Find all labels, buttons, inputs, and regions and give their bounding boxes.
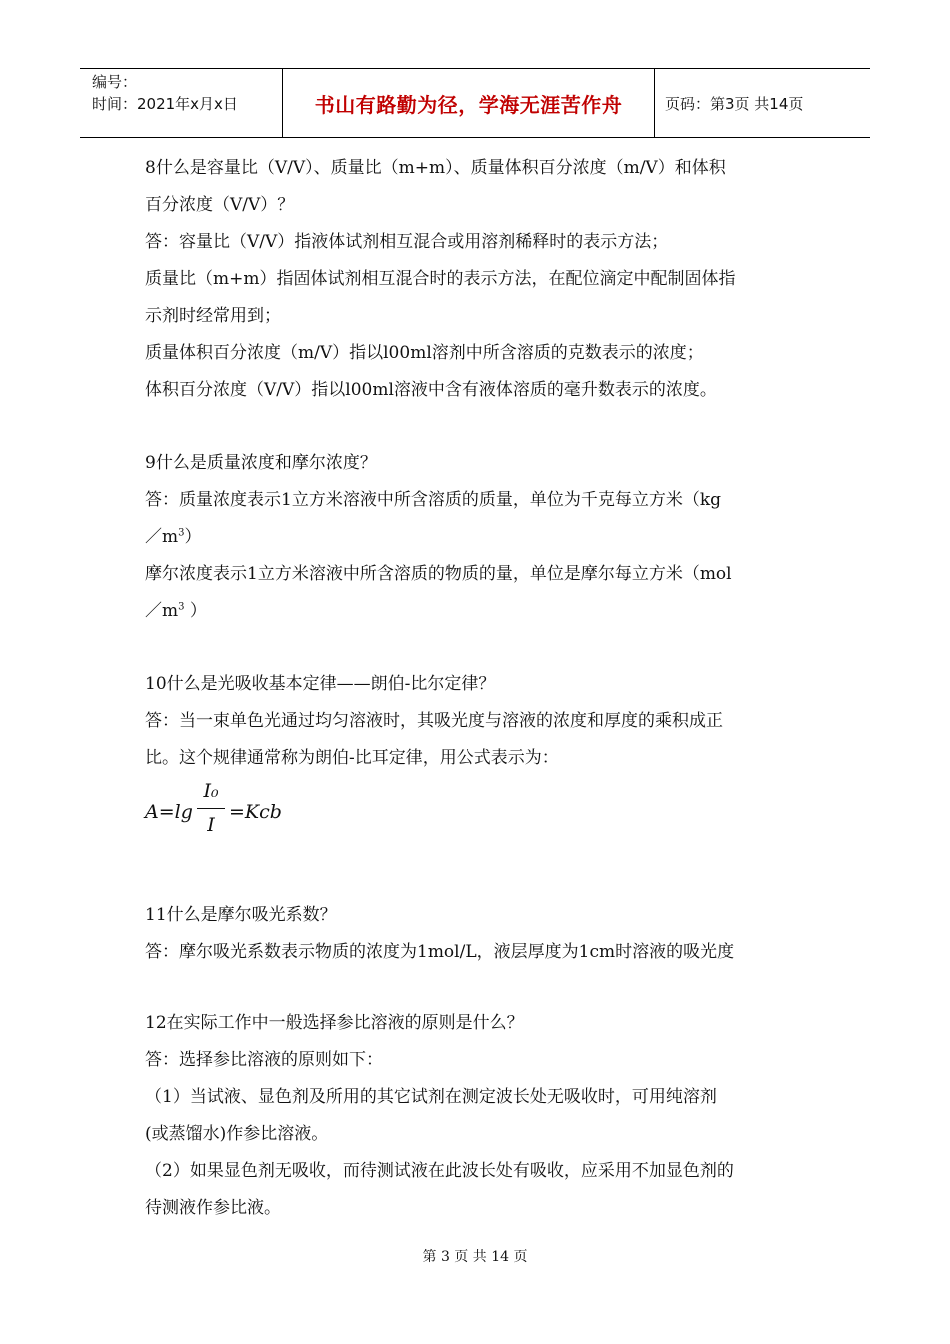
q9-question: 9什么是质量浓度和摩尔浓度？	[145, 453, 377, 473]
q12-answer-line-2: （1）当试液、显色剂及所用的其它试剂在测定波长处无吸收时，可用纯溶剂	[145, 1087, 717, 1107]
document-body	[145, 150, 810, 1227]
formula-left: A=lg	[145, 801, 193, 823]
q12-answer-line-1: 答：选择参比溶液的原则如下：	[145, 1050, 383, 1070]
q8-answer-line-1: 答：容量比（V/V）指液体试剂相互混合或用溶剂稀释时的表示方法；	[145, 232, 669, 252]
header-page-cell	[655, 69, 870, 137]
q12-question: 12在实际工作中一般选择参比溶液的原则是什么？	[145, 1013, 524, 1033]
q8-answer-line-4: 质量体积百分浓度（m/V）指以l00ml溶剂中所含溶质的克数表示的浓度；	[145, 343, 704, 363]
header-motto-cell	[282, 69, 655, 137]
formula-numerator: I₀	[203, 780, 219, 802]
q11-question: 11什么是摩尔吸光系数？	[145, 905, 337, 925]
formula-denominator: I	[207, 814, 215, 836]
q8-question-line-1: 8什么是容量比（V/V）、质量比（m+m）、质量体积百分浓度（m/V）和体积	[145, 158, 726, 178]
q10-answer-line-1: 答：当一束单色光通过均匀溶液时，其吸光度与溶液的浓度和厚度的乘积成正	[145, 711, 723, 731]
q8-answer-line-5: 体积百分浓度（V/V）指以l00ml溶液中含有液体溶质的毫升数表示的浓度。	[145, 380, 717, 400]
q10-question: 10什么是光吸收基本定律——朗伯-比尔定律？	[145, 674, 496, 694]
q12-answer-line-5: 待测液作参比液。	[145, 1198, 281, 1218]
q10-answer-line-2: 比。这个规律通常称为朗伯-比耳定律，用公式表示为：	[145, 748, 559, 768]
q9-answer-unit-2: $/m^3$ ）	[145, 601, 207, 621]
q11-answer: 答：摩尔吸光系数表示物质的浓度为1mol/L，液层厚度为1cm时溶液的吸光度	[145, 942, 735, 962]
motto: 书山有路勤为径，学海无涯苦作舟	[314, 92, 623, 117]
formula-right: =Kcb	[229, 801, 282, 823]
q9-answer-line-1: 答：质量浓度表示1立方米溶液中所含溶质的质量，单位为千克每立方米（kg	[145, 490, 721, 510]
q9-answer-line-2: 摩尔浓度表示1立方米溶液中所含溶质的物质的量，单位是摩尔每立方米（mol	[145, 564, 732, 584]
q12-answer-line-3: (或蒸馏水)作参比溶液。	[145, 1124, 329, 1144]
time-label: 时间：2021年x月x日	[92, 95, 238, 113]
q9-answer-unit-1: $/m^3$）	[145, 527, 202, 547]
q8-answer-line-2: 质量比（m+m）指固体试剂相互混合时的表示方法，在配位滴定中配制固体指	[145, 269, 736, 289]
beer-lambert-formula	[145, 777, 810, 849]
formula-fraction	[197, 777, 225, 838]
document-header	[80, 68, 870, 138]
q8-question-line-2: 百分浓度（V/V）？	[145, 195, 295, 215]
page-footer: 第 3 页 共 14 页	[422, 1249, 528, 1265]
q12-answer-line-4: （2）如果显色剂无吸收，而待测试液在此波长处有吸收，应采用不加显色剂的	[145, 1161, 734, 1181]
q8-answer-line-3: 示剂时经常用到；	[145, 306, 281, 326]
number-label: 编号：	[92, 73, 138, 91]
header-meta	[80, 69, 282, 137]
page-info: 页码：第3页 共14页	[665, 94, 804, 113]
